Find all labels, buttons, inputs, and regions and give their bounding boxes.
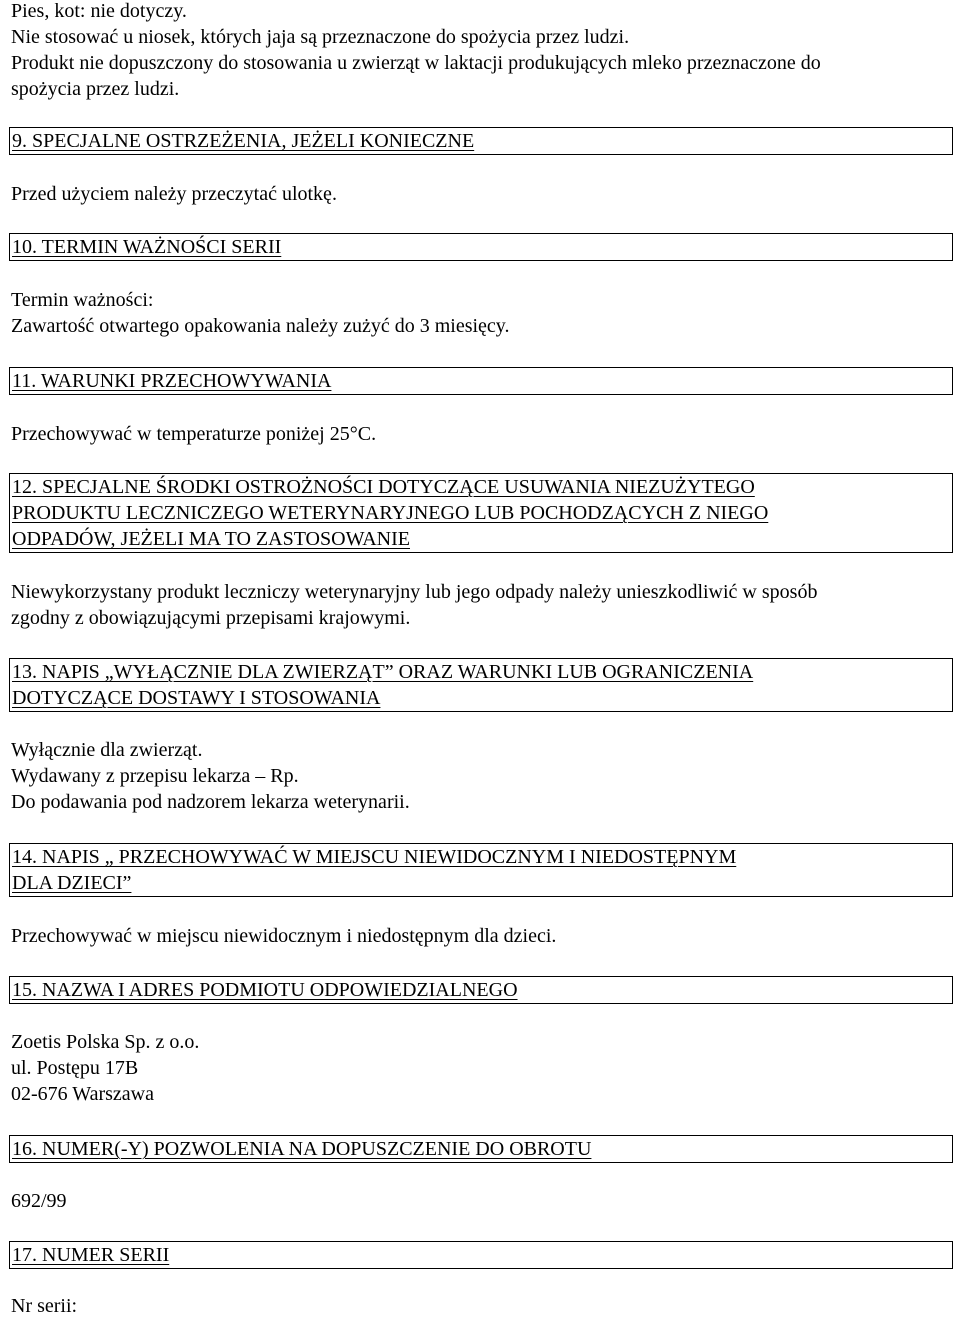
heading-line: 17. NUMER SERII [12, 1244, 170, 1266]
body-line: Nr serii: [11, 1295, 78, 1317]
section-16-body [11, 1188, 951, 1214]
body-line: Niewykorzystany produkt leczniczy weterynaryjny lub jego odpady należy unieszkodliwić w sposób [11, 581, 818, 603]
section-14-heading [9, 843, 953, 897]
heading-line: 12. SPECJALNE ŚRODKI OSTROŻNOŚCI DOTYCZĄCE USUWANIA NIEZUŻYTEGO [12, 476, 755, 498]
section-16-heading [9, 1135, 953, 1163]
heading-line: 9. SPECJALNE OSTRZEŻENIA, JEŻELI KONIECZNE [12, 130, 475, 152]
body-line: Zawartość otwartego opakowania należy zużyć do 3 miesięcy. [11, 315, 510, 337]
heading-line: 14. NAPIS „ PRZECHOWYWAĆ W MIEJSCU NIEWIDOCZNYM I NIEDOSTĘPNYM [12, 846, 737, 868]
section-9-body [11, 181, 951, 207]
heading-line: DLA DZIECI” [12, 872, 132, 894]
heading-line: 13. NAPIS „WYŁĄCZNIE DLA ZWIERZĄT” ORAZ WARUNKI LUB OGRANICZENIA [12, 661, 754, 683]
intro-paragraph [11, 0, 951, 102]
heading-line: 10. TERMIN WAŻNOŚCI SERII [12, 236, 282, 258]
section-11-body [11, 421, 951, 447]
section-13-body [11, 737, 951, 815]
heading-line: 16. NUMER(-Y) POZWOLENIA NA DOPUSZCZENIE DO OBROTU [12, 1138, 592, 1160]
section-10-body [11, 287, 951, 339]
intro-line: Produkt nie dopuszczony do stosowania u zwierząt w laktacji produkujących mleko przeznaczone do [11, 52, 821, 74]
body-line: zgodny z obowiązującymi przepisami krajowymi. [11, 607, 411, 629]
intro-line: Pies, kot: nie dotyczy. [11, 0, 187, 22]
body-line: Przechowywać w temperaturze poniżej 25°C. [11, 423, 377, 445]
body-line: Przed użyciem należy przeczytać ulotkę. [11, 183, 337, 205]
section-14-body [11, 923, 951, 949]
body-line: 692/99 [11, 1190, 67, 1212]
section-17-body [11, 1293, 951, 1319]
body-line: Zoetis Polska Sp. z o.o. [11, 1031, 200, 1053]
heading-line: DOTYCZĄCE DOSTAWY I STOSOWANIA [12, 687, 381, 709]
section-13-heading [9, 658, 953, 712]
section-11-heading [9, 367, 953, 395]
section-12-body [11, 579, 951, 631]
body-line: Do podawania pod nadzorem lekarza weterynarii. [11, 791, 410, 813]
section-17-heading [9, 1241, 953, 1269]
body-line: ul. Postępu 17B [11, 1057, 139, 1079]
heading-line: ODPADÓW, JEŻELI MA TO ZASTOSOWANIE [12, 528, 410, 550]
section-15-heading [9, 976, 953, 1004]
section-10-heading [9, 233, 953, 261]
heading-line: 11. WARUNKI PRZECHOWYWANIA [12, 370, 332, 392]
section-15-body [11, 1029, 951, 1107]
body-line: Przechowywać w miejscu niewidocznym i niedostępnym dla dzieci. [11, 925, 557, 947]
section-12-heading [9, 473, 953, 553]
body-line: Termin ważności: [11, 289, 154, 311]
intro-line: spożycia przez ludzi. [11, 78, 180, 100]
intro-line: Nie stosować u niosek, których jaja są przeznaczone do spożycia przez ludzi. [11, 26, 630, 48]
body-line: Wydawany z przepisu lekarza – Rp. [11, 765, 299, 787]
body-line: 02-676 Warszawa [11, 1083, 154, 1105]
body-line: Wyłącznie dla zwierząt. [11, 739, 203, 761]
heading-line: 15. NAZWA I ADRES PODMIOTU ODPOWIEDZIALNEGO [12, 979, 518, 1001]
section-9-heading [9, 127, 953, 155]
heading-line: PRODUKTU LECZNICZEGO WETERYNARYJNEGO LUB POCHODZĄCYCH Z NIEGO [12, 502, 769, 524]
